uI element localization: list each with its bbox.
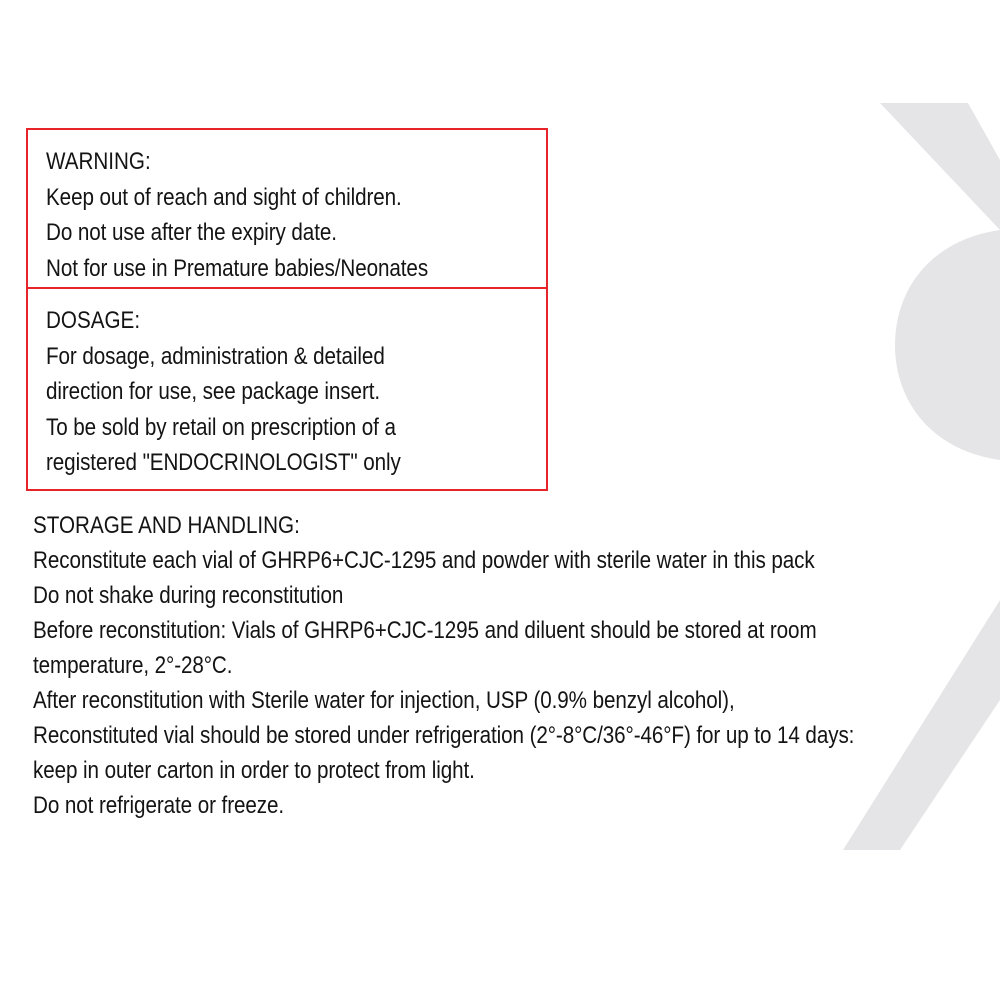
warning-line: Keep out of reach and sight of children. (46, 183, 402, 211)
dosage-line: direction for use, see package insert. (46, 378, 381, 405)
dosage-heading: DOSAGE: (46, 307, 141, 334)
storage-heading: STORAGE AND HANDLING: (33, 512, 300, 539)
storage-section (33, 508, 993, 823)
warning-line: Do not use after the expiry date. (46, 219, 337, 246)
warning-box (26, 128, 548, 289)
storage-line: Reconstituted vial should be stored under refrigeration (2°-8°C/36°-46°F) for up to 14 days: (33, 722, 855, 749)
storage-line: temperature, 2°-28°C. (33, 652, 233, 679)
warning-heading: WARNING: (46, 148, 151, 175)
storage-line: Do not shake during reconstitution (33, 582, 344, 609)
dosage-line: To be sold by retail on prescription of a (46, 413, 396, 441)
dosage-box (26, 287, 548, 491)
dosage-line: registered "ENDOCRINOLOGIST" only (46, 449, 401, 476)
dosage-line: For dosage, administration & detailed (46, 342, 385, 370)
warning-line: Not for use in Premature babies/Neonates (46, 254, 429, 282)
storage-line: Do not refrigerate or freeze. (33, 792, 285, 819)
storage-line: Before reconstitution: Vials of GHRP6+CJC-1295 and diluent should be stored at room (33, 617, 817, 644)
storage-line: After reconstitution with Sterile water for injection, USP (0.9% benzyl alcohol), (33, 687, 735, 714)
storage-line: keep in outer carton in order to protect from light. (33, 757, 475, 784)
storage-line: Reconstitute each vial of GHRP6+CJC-1295 and powder with sterile water in this pack (33, 547, 815, 574)
